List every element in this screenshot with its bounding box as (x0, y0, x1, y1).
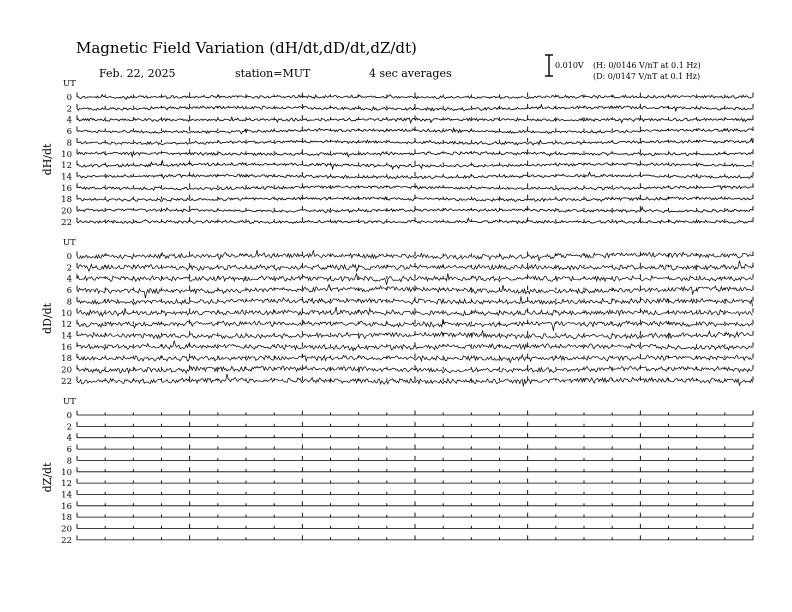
hour-label: 20 (61, 206, 72, 217)
hour-label: 6 (66, 286, 72, 297)
hour-label: 18 (61, 195, 72, 206)
hour-label: 22 (61, 217, 72, 228)
station-label: station=MUT (235, 67, 311, 80)
panel-dhdt (41, 79, 753, 228)
panel-ylabel: dD/dt (41, 302, 54, 334)
ut-label: UT (63, 238, 76, 248)
hour-label: 8 (66, 297, 72, 308)
panels (41, 79, 753, 546)
hour-label: 10 (61, 467, 72, 478)
hour-label: 20 (61, 365, 72, 376)
ut-label: UT (63, 79, 76, 89)
scale-note-h: (H: 0/0146 V/nT at 0.1 Hz) (593, 61, 701, 70)
hour-label: 20 (61, 524, 72, 535)
hour-label: 0 (66, 93, 72, 103)
hour-label: 14 (61, 172, 72, 183)
hour-label: 18 (61, 513, 72, 524)
averaging-label: 4 sec averages (369, 67, 452, 80)
hour-label: 0 (66, 252, 72, 262)
hour-label: 4 (66, 274, 72, 285)
hour-label: 12 (61, 320, 72, 331)
panel-dddt (41, 238, 753, 387)
hour-label: 22 (61, 535, 72, 546)
hour-label: 0 (66, 411, 72, 421)
hour-label: 16 (61, 501, 72, 512)
hour-label: 22 (61, 376, 72, 387)
hour-label: 2 (66, 422, 72, 433)
hour-label: 6 (66, 445, 72, 456)
hour-label: 8 (66, 456, 72, 467)
scale-bar-value: 0.010V (555, 61, 584, 70)
hour-label: 12 (61, 161, 72, 172)
hour-label: 8 (66, 138, 72, 149)
chart-title: Magnetic Field Variation (dH/dt,dD/dt,dZ/dt) (76, 39, 417, 57)
hour-label: 12 (61, 479, 72, 490)
hour-label: 16 (61, 183, 72, 194)
hour-label: 10 (61, 308, 72, 319)
hour-label: 6 (66, 127, 72, 138)
ut-label: UT (63, 397, 76, 407)
scale-note-d: (D: 0/0147 V/nT at 0.1 Hz) (593, 72, 701, 81)
hour-label: 4 (66, 115, 72, 126)
scale-bar (545, 55, 701, 81)
panel-ylabel: dH/dt (41, 143, 54, 176)
hour-label: 4 (66, 433, 72, 444)
date-label: Feb. 22, 2025 (99, 67, 176, 80)
hour-label: 14 (61, 331, 72, 342)
panel-dzdt (41, 397, 753, 546)
hour-label: 10 (61, 149, 72, 160)
panel-ylabel: dZ/dt (41, 462, 54, 493)
hour-label: 14 (61, 490, 72, 501)
hour-label: 2 (66, 263, 72, 274)
hour-label: 18 (61, 354, 72, 365)
hour-label: 2 (66, 104, 72, 115)
hour-label: 16 (61, 342, 72, 353)
